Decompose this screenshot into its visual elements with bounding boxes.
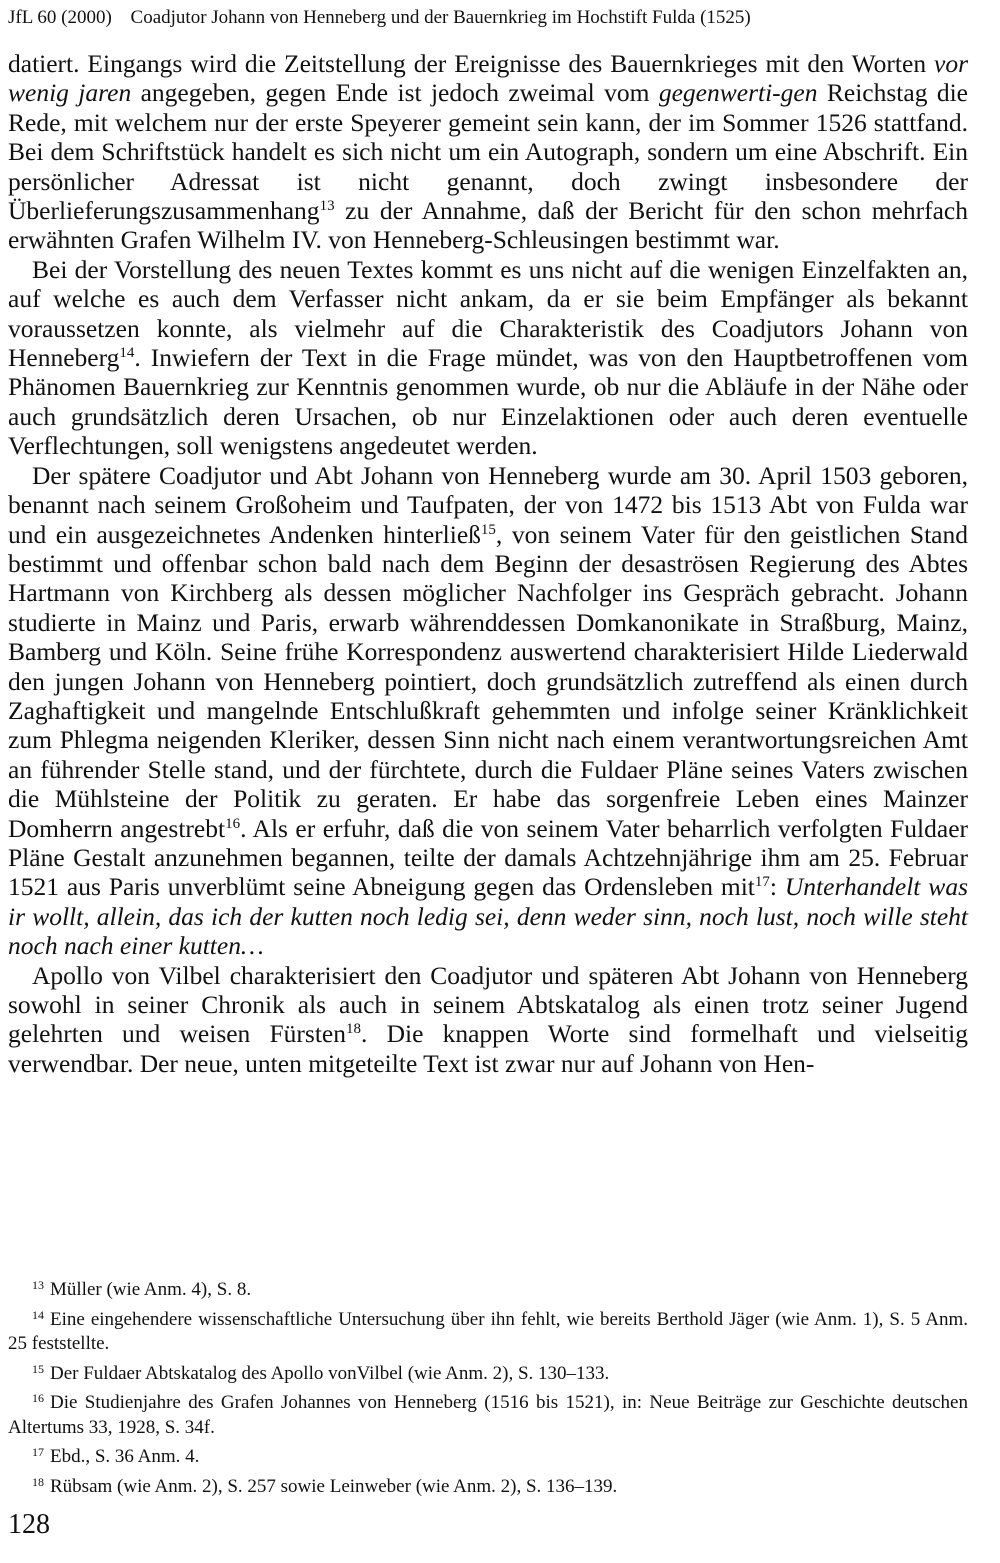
paragraph (8, 49, 968, 255)
footnote (8, 1386, 968, 1440)
italic-text: Unterhandelt was ir wollt, allein, das ich der kutten noch ledig sei, denn weder sinn, noch lust, noch wille steht noch nach einer kutten… (8, 872, 968, 961)
footnote-number: 15 (32, 1361, 44, 1376)
article-title: Coadjutor Johann von Henneberg und der Bauernkrieg im Hochstift Fulda (1525) (130, 7, 751, 28)
body-text (8, 49, 968, 1078)
footnote (8, 1470, 968, 1500)
text-run: datiert. Eingangs wird die Zeitstellung der Ereignisse des Bauernkrieges mit den Worten (8, 49, 934, 78)
text-run: Der spätere Coadjutor und Abt Johann von Henneberg wurde am 30. April 1503 geboren, benannt nach seinem Großoheim und Taufpaten, der von 1472 bis 1513 Abt von Fulda war und ein ausgezeichnetes Andenken hinterließ (8, 460, 968, 549)
text-run: zu der Annahme, daß der Bericht für den schon mehrfach erwähnten Grafen Wilhelm IV. von Henneberg-Schleusingen bestimmt war. (8, 196, 968, 255)
paragraph (8, 255, 968, 461)
footnote-ref: 18 (346, 1021, 361, 1038)
footnote-ref: 15 (480, 521, 496, 538)
text-run: , von seinem Vater für den geistlichen Stand bestimmt und offenbar schon bald nach dem Beginn der desaströsen Regierung des Abtes Hartmann von Kirchberg als dessen möglicher Nachfolger ins Gespräch gebracht. Johann studierte in Mainz und Paris, erwarb währenddessen Domkanonikate in Straßburg, Mainz, Bamberg und Köln. Seine frühe Korrespondenz auswertend charakterisiert Hilde Liederwald den jungen Johann von Henneberg pointiert, doch grundsätzlich zutreffend als einen durch Zaghaftigkeit und mangelnde Entschlußkraft gehemmten und infolge seiner Kränklichkeit zum Phlegma neigenden Kleriker, dessen Sinn nicht nach einem verantwortungsreichen Amt an führender Stelle stand, und der fürchtete, durch die Fuldaer Pläne seines Vaters zwischen die Mühlsteine der Politik zu geraten. Er habe das sorgenfreie Leben eines Mainzer Domherrn angestrebt (8, 519, 968, 843)
footnote-number: 18 (32, 1474, 44, 1489)
text-run: : (769, 872, 785, 902)
text-run: angegeben, gegen Ende ist jedoch zweimal vom (131, 78, 659, 108)
footnote-text: Müller (wie Anm. 4), S. 8. (50, 1279, 252, 1300)
footnote (8, 1303, 968, 1357)
journal-citation: JfL 60 (2000) (8, 7, 112, 28)
text-run: Reichstag die Rede, mit welchem nur der erste Speyerer gemeint sein kann, der im Sommer 1526 stattfand. Bei dem Schriftstück handelt es sich nicht um ein Autograph, sondern um eine Abschrift. Ein persönlicher Adressat ist nicht genannt, doch zwingt insbesondere der Überlieferungszusammenhang (8, 78, 968, 226)
footnote-text: Die Studienjahre des Grafen Johannes von Henneberg (1516 bis 1521), in: Neue Beiträge zur Geschichte deutschen Altertums 33, 1928, S. 34f. (8, 1392, 968, 1438)
italic-text: vor wenig jaren (8, 49, 968, 108)
footnote (8, 1357, 968, 1387)
footnote-ref: 13 (319, 198, 335, 215)
footnote-ref: 17 (754, 874, 770, 891)
footnote-ref: 16 (225, 815, 241, 832)
footnote-text: Rübsam (wie Anm. 2), S. 257 sowie Leinweber (wie Anm. 2), S. 136–139. (50, 1475, 618, 1497)
paragraph (8, 461, 968, 961)
footnote-text: Eine eingehendere wissenschaftliche Untersuchung über ihn fehlt, wie bereits Berthold Jäger (wie Anm. 1), S. 5 Anm. 25 feststellte. (8, 1308, 968, 1354)
text-run: Bei der Vorstellung des neuen Textes kommt es uns nicht auf die wenigen Einzelfakten an, auf welche es auch dem Verfasser nicht ankam, da er sie beim Empfänger als bekannt voraussetzen konnte, als vielmehr auf die Charakteristik des Coadjutors Johann von Henneberg (8, 254, 968, 373)
footnote-number: 13 (32, 1278, 44, 1292)
text-run: . Inwiefern der Text in die Frage mündet, was von den Hauptbetroffenen vom Phänomen Bauernkrieg zur Kenntnis genommen wurde, ob nur die Abläufe in der Nähe oder auch grundsätzlich deren Ursachen, ob nur Einzelaktionen oder auch deren eventuelle Verflechtungen, soll wenigstens angedeutet werden. (8, 343, 968, 461)
running-head (8, 6, 988, 30)
text-run: . Die knappen Worte sind formelhaft und vielseitig verwendbar. Der neue, unten mitgeteilte Text ist zwar nur auf Johann von Hen- (8, 1019, 968, 1078)
footnote-ref: 14 (119, 345, 135, 362)
page-number: 128 (8, 1509, 50, 1540)
italic-text: gegenwerti-gen (658, 78, 818, 108)
footnote-text: Ebd., S. 36 Anm. 4. (50, 1446, 200, 1467)
footnote-number: 17 (32, 1445, 44, 1459)
footnote-text: Der Fuldaer Abtskatalog des Apollo vonVilbel (wie Anm. 2), S. 130–133. (50, 1362, 610, 1384)
footnotes (8, 1273, 968, 1499)
footnote-number: 14 (32, 1307, 44, 1322)
text-run: Apollo von Vilbel charakterisiert den Coadjutor und späteren Abt Johann von Henneberg sowohl in seiner Chronik als auch in seinem Abtskatalog als einen trotz seiner Jugend gelehrten und weisen Fürsten (8, 960, 968, 1049)
text-run: . Als er erfuhr, daß die von seinem Vater beharrlich verfolgten Fuldaer Pläne Gestalt anzunehmen begannen, teilte der damals Achtzehnjährige ihm am 25. Februar 1521 aus Paris unverblümt seine Abneigung gegen das Ordensleben mit (8, 813, 969, 902)
footnote (8, 1273, 968, 1303)
footnote (8, 1440, 968, 1470)
footnote-number: 16 (32, 1391, 44, 1405)
paragraph (8, 961, 968, 1079)
